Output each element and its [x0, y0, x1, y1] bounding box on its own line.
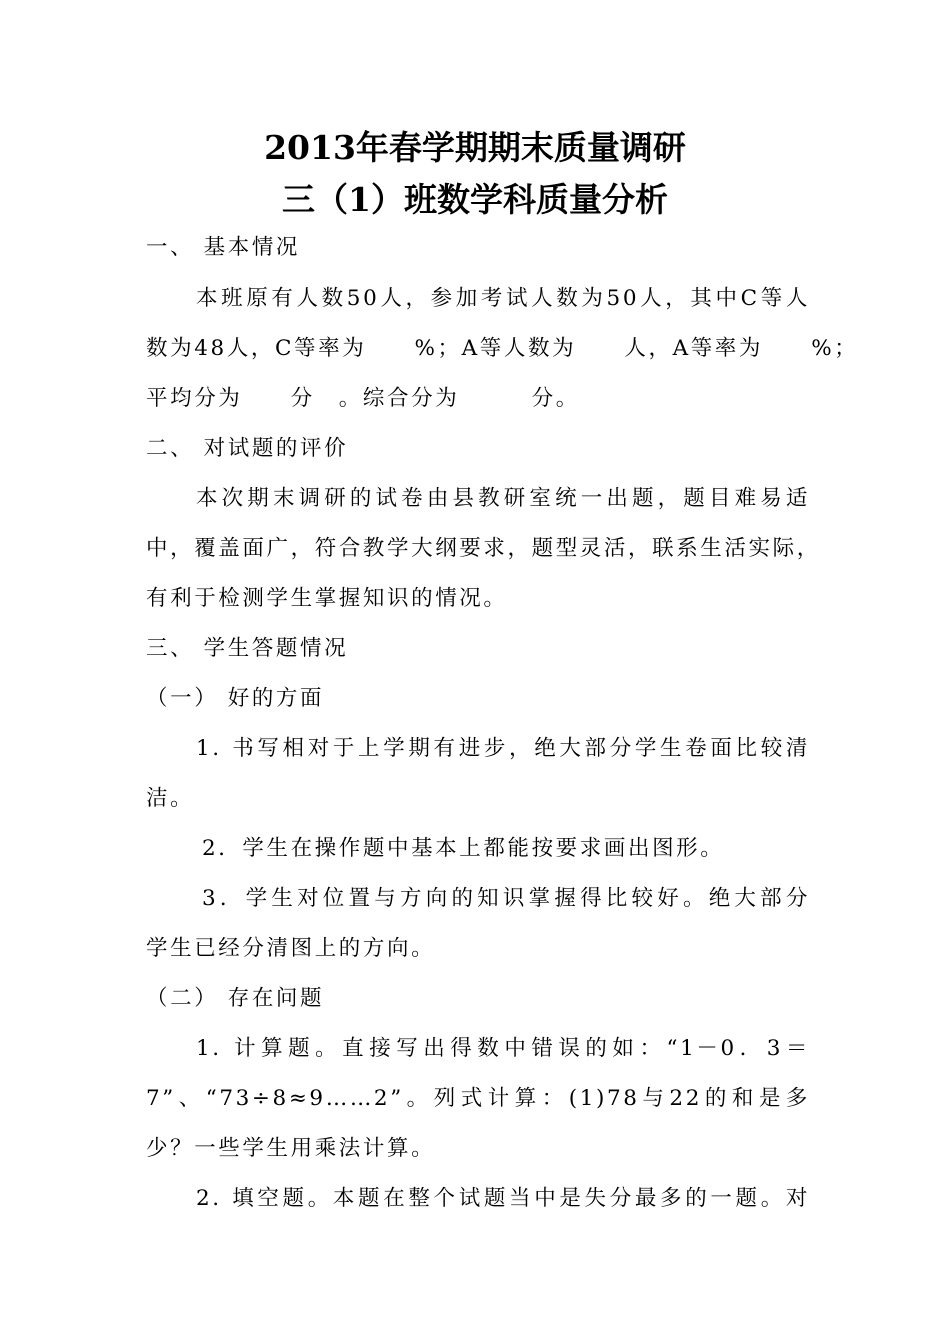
- section-heading-basic: 一、 基本情况: [146, 235, 301, 260]
- paragraph-line: 本次期末调研的试卷由县教研室统一出题，题目难易适: [196, 486, 810, 511]
- list-item-line: 2．学生在操作题中基本上都能按要求画出图形。: [202, 836, 725, 861]
- list-item-line: 洁。: [146, 786, 195, 811]
- paragraph-line: 中，覆盖面广，符合教学大纲要求，题型灵活，联系生活实际，: [146, 536, 821, 561]
- subsection-heading-good: （一） 好的方面: [146, 686, 325, 711]
- paragraph-line: 数为48人，C等率为 %；A等人数为 人，A等率为 %；: [146, 336, 859, 361]
- list-item-line: 学生已经分清图上的方向。: [146, 936, 436, 961]
- paragraph-line: 有利于检测学生掌握知识的情况。: [146, 586, 508, 611]
- paragraph-line: 平均分为 分 。综合分为 分。: [146, 386, 580, 411]
- section-heading-evaluation: 二、 对试题的评价: [146, 436, 349, 461]
- paragraph-line: 本班原有人数50人，参加考试人数为50人，其中C等人: [196, 286, 810, 311]
- list-item-line: 2. 填空题。本题在整个试题当中是失分最多的一题。对: [196, 1186, 810, 1211]
- document-subtitle: 三（1）班数学科质量分析: [282, 180, 668, 219]
- subsection-heading-problems: （二） 存在问题: [146, 986, 325, 1011]
- list-item-line: 7”、“73÷8≈9……2”。列式计算：(1)78与22的和是多: [146, 1086, 810, 1111]
- list-item-line: 3．学生对位置与方向的知识掌握得比较好。绝大部分: [202, 886, 810, 911]
- section-heading-answers: 三、 学生答题情况: [146, 636, 349, 661]
- document-title: 2013年春学期期末质量调研: [264, 128, 686, 167]
- list-item-line: 1. 计算题。直接写出得数中错误的如：“1－0．3＝: [196, 1036, 810, 1061]
- list-item-line: 1. 书写相对于上学期有进步，绝大部分学生卷面比较清: [196, 736, 810, 761]
- list-item-line: 少？一些学生用乘法计算。: [146, 1136, 436, 1161]
